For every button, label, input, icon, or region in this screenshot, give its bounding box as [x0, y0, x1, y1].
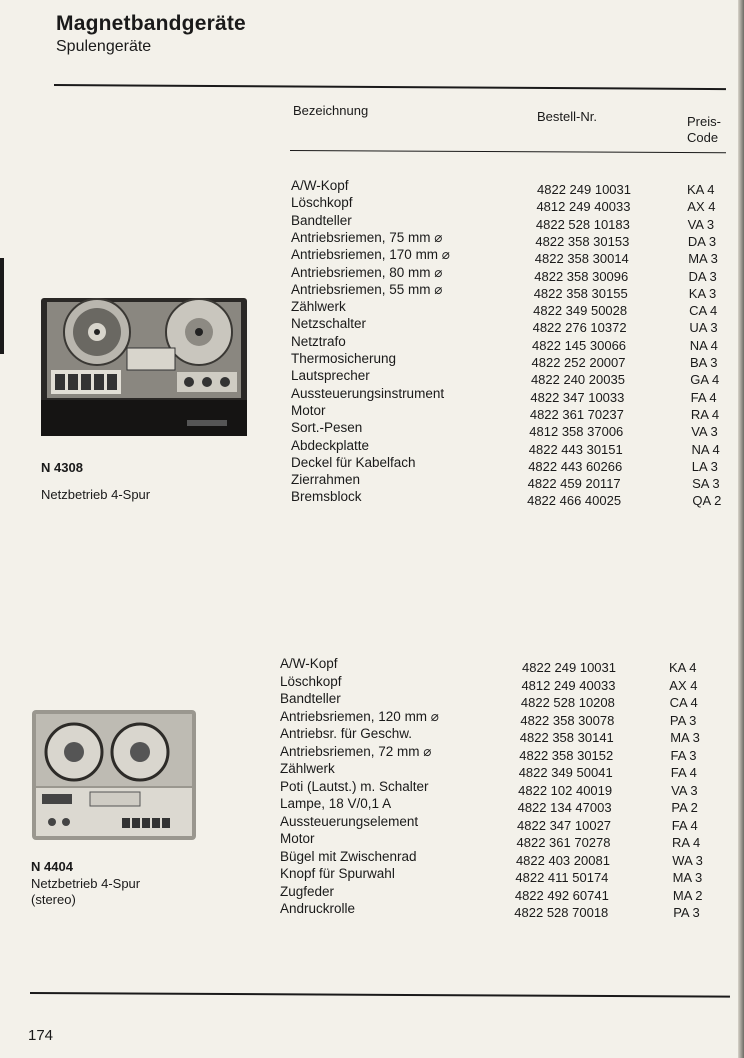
page-title: Magnetbandgeräte: [56, 12, 246, 35]
price-code: AX 4: [669, 677, 698, 693]
part-description: Netzschalter: [291, 316, 367, 332]
part-description: Aussteuerungselement: [280, 813, 419, 829]
part-description: Antriebsriemen, 80 mm ⌀: [291, 264, 443, 280]
price-code: RA 4: [672, 835, 701, 850]
price-code: KA 3: [688, 285, 717, 301]
price-code: WA 3: [672, 852, 703, 868]
price-code: BA 3: [690, 355, 718, 370]
column-header-description: Bezeichnung: [293, 103, 369, 118]
part-order-number: 4822 349 50028: [533, 303, 628, 319]
part-description: Motor: [280, 831, 315, 846]
part-order-number: 4822 492 60741: [514, 887, 609, 903]
part-description: Antriebsriemen, 72 mm ⌀: [280, 743, 432, 759]
price-code: UA 3: [689, 320, 718, 336]
price-code: LA 3: [691, 458, 718, 474]
page-subtitle: Spulengeräte: [56, 38, 152, 55]
part-order-number: 4812 249 40033: [536, 199, 631, 215]
price-code: FA 4: [690, 389, 717, 405]
part-order-number: 4822 411 50174: [515, 870, 609, 885]
column-header-price-code: [687, 114, 721, 146]
part-description: Thermosicherung: [291, 351, 397, 366]
part-order-number: 4812 249 40033: [521, 677, 616, 693]
part-order-number: 4812 358 37006: [529, 424, 624, 440]
part-description: Antriebsriemen, 55 mm ⌀: [291, 281, 443, 297]
bottom-rule: [30, 992, 730, 998]
part-description: A/W-Kopf: [280, 656, 338, 671]
price-code: FA 3: [670, 747, 697, 763]
price-code: MA 3: [670, 730, 700, 745]
tape-recorder-n4404-image: [30, 708, 198, 844]
part-description: Löschkopf: [291, 195, 353, 211]
price-code: MA 2: [672, 887, 703, 903]
part-description: Motor: [291, 402, 326, 418]
part-order-number: 4822 528 10208: [520, 695, 615, 710]
left-margin-mark: [0, 258, 4, 354]
part-order-number: 4822 145 30066: [532, 337, 627, 353]
part-description: Deckel für Kabelfach: [291, 454, 416, 470]
part-description: Knopf für Spurwahl: [280, 866, 395, 881]
part-description: Lautsprecher: [291, 368, 370, 384]
price-code: QA 2: [692, 493, 722, 509]
model-subtitle-line: Netzbetrieb 4-Spur: [31, 876, 141, 891]
part-order-number: 4822 358 30152: [519, 747, 614, 763]
price-code: MA 3: [672, 870, 703, 885]
model-subtitle-n4404: [31, 876, 140, 908]
page-number: 174: [28, 1027, 54, 1044]
price-code: MA 3: [688, 251, 718, 267]
model-name-n4404: N 4404: [31, 859, 73, 874]
price-code: RA 4: [690, 406, 720, 422]
part-description: Bandteller: [280, 691, 341, 706]
price-code: AX 4: [687, 199, 716, 215]
part-description: Bügel mit Zwischenrad: [280, 848, 417, 864]
part-description: Antriebsriemen, 170 mm ⌀: [291, 247, 450, 263]
price-code: PA 2: [671, 800, 698, 815]
price-code: CA 4: [689, 303, 718, 319]
part-description: Aussteuerungsinstrument: [291, 385, 445, 401]
part-description: Löschkopf: [280, 673, 342, 689]
part-order-number: 4822 347 10027: [517, 817, 612, 833]
part-description: A/W-Kopf: [291, 178, 349, 193]
part-order-number: 4822 347 10033: [530, 389, 625, 405]
part-description: Zierrahmen: [291, 472, 361, 488]
part-description: Lampe, 18 V/0,1 A: [280, 796, 392, 811]
price-code: VA 3: [691, 424, 718, 440]
part-order-number: 4822 443 30151: [528, 441, 623, 457]
header-rule: [290, 150, 726, 153]
part-order-number: 4822 358 30153: [535, 233, 630, 249]
part-description: Sort.-Pesen: [291, 420, 363, 436]
part-description: Zählwerk: [291, 299, 346, 315]
price-code: CA 4: [669, 695, 698, 710]
part-order-number: 4822 358 30078: [520, 712, 615, 728]
part-order-number: 4822 276 10372: [532, 320, 627, 336]
column-header-price-code-line1: Preis-: [687, 114, 721, 129]
part-order-number: 4822 249 10031: [537, 182, 631, 197]
part-description: Netztrafo: [291, 333, 346, 349]
part-description: Bandteller: [291, 212, 352, 228]
part-description: Zählwerk: [280, 761, 335, 776]
part-description: Abdeckplatte: [291, 437, 370, 453]
part-description: Andruckrolle: [280, 901, 356, 916]
model-subtitle-line: (stereo): [31, 892, 76, 907]
part-order-number: 4822 358 30014: [534, 251, 629, 267]
price-code: NA 4: [691, 441, 720, 457]
part-description: Zugfeder: [280, 883, 335, 899]
part-order-number: 4822 361 70237: [529, 406, 624, 422]
part-order-number: 4822 358 30096: [534, 268, 629, 284]
price-code: KA 4: [669, 660, 697, 675]
part-description: Antriebsriemen, 120 mm ⌀: [280, 708, 439, 724]
part-order-number: 4822 466 40025: [527, 493, 622, 509]
part-order-number: 4822 443 60266: [528, 458, 623, 474]
part-order-number: 4822 252 20007: [531, 355, 626, 370]
price-code: FA 4: [671, 817, 698, 833]
model-subtitle-n4308: Netzbetrieb 4-Spur: [41, 487, 151, 502]
price-code: FA 4: [670, 765, 697, 780]
part-description: Poti (Lautst.) m. Schalter: [280, 778, 429, 794]
price-code: DA 3: [687, 233, 717, 249]
part-order-number: 4822 134 47003: [517, 800, 612, 815]
part-order-number: 4822 358 30141: [519, 730, 614, 745]
price-code: GA 4: [690, 372, 720, 388]
part-order-number: 4822 102 40019: [518, 782, 613, 798]
top-rule: [54, 84, 726, 90]
part-order-number: 4822 249 10031: [522, 660, 616, 675]
price-code: NA 4: [689, 337, 718, 353]
page-spine-shadow: [738, 0, 744, 1058]
part-order-number: 4822 403 20081: [515, 852, 610, 868]
price-code: VA 3: [671, 782, 698, 798]
price-code: PA 3: [673, 905, 700, 920]
tape-recorder-n4308-image: [37, 296, 251, 442]
part-order-number: 4822 240 20035: [530, 372, 625, 388]
part-order-number: 4822 528 10183: [535, 216, 630, 232]
column-header-price-code-line2: Code: [687, 130, 719, 145]
price-code: PA 3: [669, 712, 697, 728]
part-description: Antriebsriemen, 75 mm ⌀: [291, 229, 443, 245]
price-code: DA 3: [688, 268, 717, 284]
part-order-number: 4822 361 70278: [516, 835, 611, 850]
price-code: VA 3: [687, 216, 715, 232]
price-code: KA 4: [687, 182, 715, 197]
part-description: Antriebsr. für Geschw.: [280, 726, 413, 741]
price-code: SA 3: [692, 476, 720, 492]
column-header-order-no: Bestell-Nr.: [537, 109, 597, 124]
part-order-number: 4822 358 30155: [533, 285, 628, 301]
model-name-n4308: N 4308: [41, 460, 83, 475]
part-order-number: 4822 459 20117: [527, 476, 621, 492]
part-description: Bremsblock: [291, 489, 362, 505]
part-order-number: 4822 349 50041: [518, 765, 613, 780]
part-order-number: 4822 528 70018: [514, 905, 609, 920]
